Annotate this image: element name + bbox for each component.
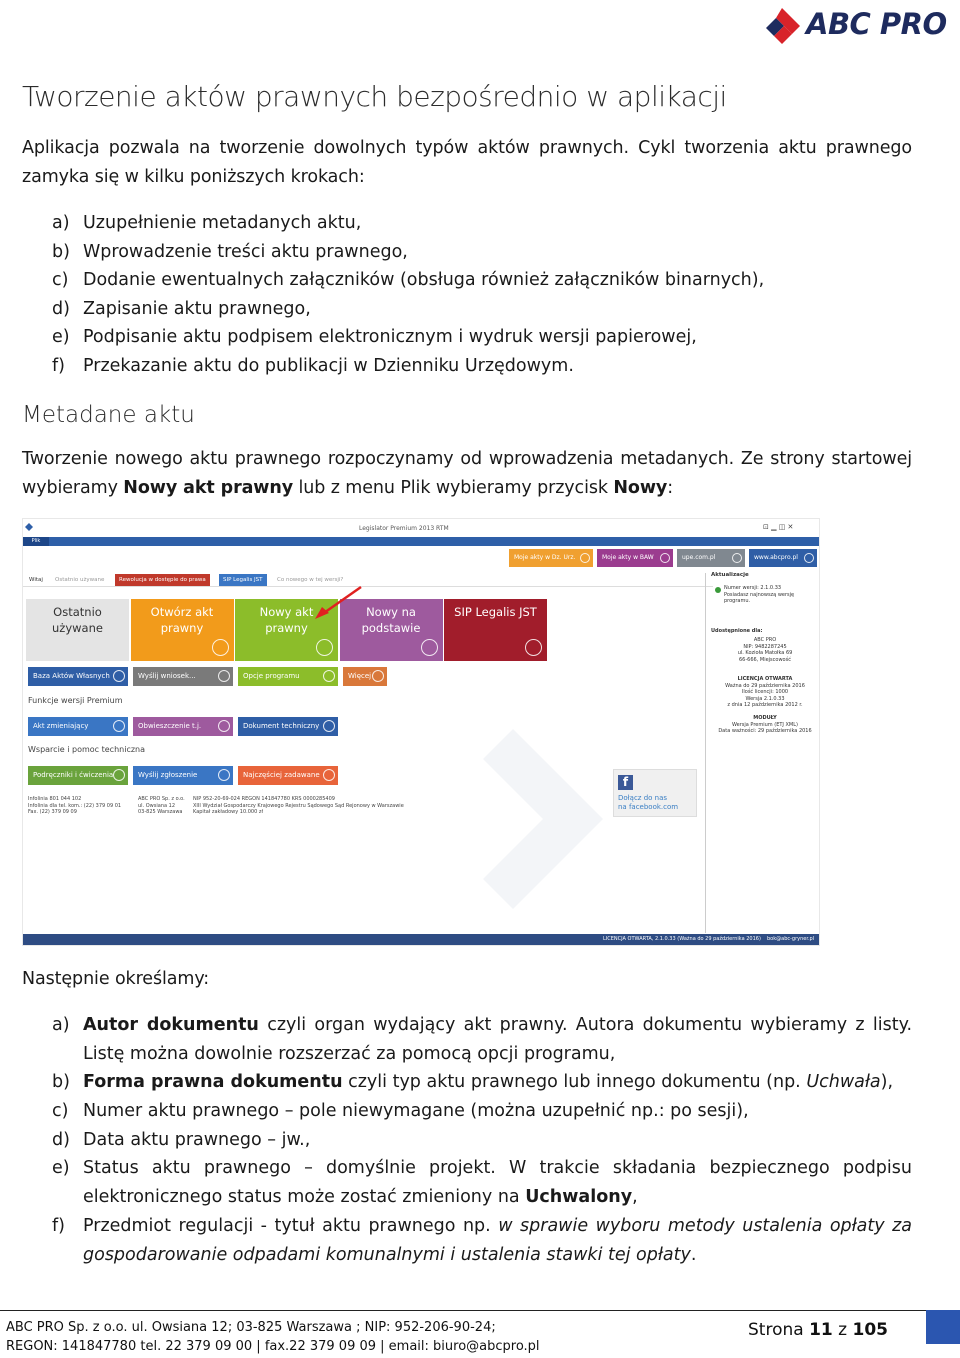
shared-title: Udostępnione dla: [711,628,763,634]
field-bold: Forma prawna dokumentu [83,1072,343,1092]
window-controls[interactable]: ⊡ ▁ ◫ ✕ [763,523,794,531]
step-label: d) [52,298,70,319]
step-label: a) [52,213,70,233]
facebook-icon: f [618,775,633,790]
app-screenshot [22,518,820,946]
field-rest: czyli typ aktu prawnego lub innego dokumentu (np. [342,1072,807,1092]
field-plain: Data aktu prawnego – jw., [83,1130,311,1150]
field-plain: Numer aktu prawnego – pole niewymagane (można uzupełnić np.: po sesji), [83,1101,749,1121]
arrow-right-icon [732,553,742,563]
action-button[interactable] [238,717,338,736]
action-label: Najczęściej zadawane pytania [243,771,320,798]
right-panel-line: LICENCJA OTWARTA [737,676,793,682]
tab-item[interactable]: Rewolucja w dostępie do prawa [115,574,210,586]
page-current: 11 [809,1320,833,1340]
action-label: Obwieszczenie t.j. [138,722,202,730]
arrow-right-icon [113,670,125,682]
step-text: Zapisanie aktu prawnego, [83,298,311,319]
tab-item[interactable]: Ostatnio używane [55,577,105,583]
field-item [52,1011,912,1069]
step-text: Podpisanie aktu podpisem elektronicznym i wydruk wersji papierowej, [83,327,697,348]
action-button[interactable] [238,667,338,686]
intro-paragraph: Aplikacja pozwala na tworzenie dowolnych typów aktów prawnych. Cykl tworzenia aktu prawnego zamyka się w kilku poniższych krokach: [22,138,912,187]
footer-address: ABC PRO Sp. z o.o. ul. Owsiana 12; 03-825 Warszawa ; NIP: 952-206-90-24; [6,1320,496,1335]
field-label: d) [52,1130,70,1150]
step-label: b) [52,241,70,262]
page-title: Tworzenie aktów prawnych bezpośrednio w aplikacji [22,80,727,113]
field-bold: Autor dokumentu [83,1015,259,1035]
field-text [83,1011,912,1069]
right-panel-line: z dnia 12 października 2012 r. [727,702,803,708]
tab-item[interactable]: Co nowego w tej wersji? [277,577,344,583]
tabs-divider [23,586,713,587]
metadata-text-3: : [667,478,673,498]
step-item [52,209,912,238]
metadata-text-1: Tworzenie nowego aktu prawnego rozpoczynamy od wprowadzenia metadanych. Ze strony startowej wybieramy [22,449,912,498]
arrow-right-icon [580,553,590,563]
step-text: Przekazanie aktu do publikacji w Dzienniku Urzędowym. [83,356,574,376]
facebook-line-1: Dołącz do nas [618,794,668,802]
top-link-label: upe.com.pl [682,554,716,561]
right-panel-divider [705,573,706,933]
check-icon [715,587,721,593]
contact-line: Infolinia dla tel. kom.: (22) 379 09 01 [28,802,122,809]
tile-line-1: Nowy akt [259,605,314,619]
tile-line-2: używane [52,621,103,635]
footer-square [926,1310,960,1344]
top-link-label: Moje akty w Dz. Urz. [514,554,576,561]
abc-pro-logo [762,6,958,46]
metadata-bold-new: Nowy [613,478,668,498]
field-end: . [690,1245,697,1265]
action-button[interactable] [28,667,128,686]
arrow-right-icon [218,769,230,781]
field-pre: Przedmiot regulacji - tytuł aktu prawnego np. [83,1216,499,1236]
step-item [52,266,912,295]
tile-button[interactable] [26,599,129,661]
facebook-box[interactable] [613,769,697,817]
top-link-button[interactable] [749,549,817,567]
field-text [83,1126,912,1155]
action-button[interactable] [28,766,128,785]
tile-line-2: podstawie [361,621,421,635]
contact-line: Kapitał zakładowy 10.000 zł [193,809,263,815]
tab-item[interactable]: SIP Legalis JST [219,574,267,586]
red-pointer-arrow-icon [313,585,363,621]
app-window-title: Legislator Premium 2013 RTM [359,525,449,532]
action-button[interactable] [238,766,338,798]
tile-button[interactable] [131,599,234,661]
right-panel-line: NIP: 9482287245 [743,643,787,650]
action-label: Wyślij zgłoszenie [138,771,198,779]
action-button[interactable] [133,667,233,686]
ribbon-bar [23,537,820,546]
arrow-right-icon [113,720,125,732]
right-panel-block [724,585,819,605]
arrow-right-icon [323,720,335,732]
action-label: Wyślij wniosek... [138,672,196,680]
field-text [83,1212,912,1270]
metadata-bold-new-act: Nowy akt prawny [123,478,294,498]
footer-contact: REGON: 141847780 tel. 22 379 09 00 | fax.22 379 09 09 | email: biuro@abcpro.pl [6,1339,540,1354]
contact-line: ABC PRO Sp. z o.o. [138,796,185,802]
top-link-button[interactable] [597,549,673,567]
action-button[interactable] [343,667,387,686]
page-word: Strona [748,1320,804,1340]
step-item [52,352,912,381]
status-license: LICENCJA OTWARTA, 2.1.0.33 (Ważna do 29 października 2016) [603,936,761,942]
field-label: c) [52,1101,69,1121]
contact-block [138,796,185,816]
section-title-metadata: Metadane aktu [22,402,195,428]
top-link-button[interactable] [509,549,593,567]
tile-line-2: prawny [160,621,204,635]
arrow-right-icon [316,639,333,656]
next-title: Następnie określamy: [22,969,210,989]
watermark-chevron-icon [453,729,693,909]
step-text: Uzupełnienie metadanych aktu, [83,213,362,233]
metadata-paragraph [22,445,912,503]
right-panel-block [713,676,817,709]
field-item [52,1126,912,1155]
action-button[interactable] [28,717,128,736]
right-panel-line: ul. Kozioła Matołka 69 [737,650,793,656]
action-label: Więcej [348,672,372,680]
right-panel-line: Wersja Premium (ETJ XML) [732,721,798,728]
status-email: bok@abc-gryner.pl [767,936,815,942]
arrow-right-icon [218,720,230,732]
top-link-label: www.abcpro.pl [754,554,798,561]
field-label: b) [52,1072,70,1092]
top-link-label: Moje akty w BAW [602,554,654,561]
contact-line: Fax. (22) 379 09 09 [28,809,77,815]
field-rest: czyli organ wydający akt prawny. Autora dokumentu wybieramy z listy. Listę można dowolnie rozszerzać za pomocą opcji programu, [83,1015,913,1064]
right-panel-line: ABC PRO [753,637,777,643]
action-button[interactable] [133,766,233,785]
contact-line: ul. Owsiana 12 [138,802,176,809]
right-panel-line: Numer wersji: 2.1.0.33 [724,585,782,591]
arrow-right-icon [212,639,229,656]
arrow-right-icon [421,639,438,656]
field-item [52,1097,912,1126]
step-label: e) [52,327,70,348]
field-item [52,1154,912,1212]
arrow-right-icon [323,670,335,682]
arrow-right-icon [372,670,384,682]
step-label: c) [52,270,69,291]
step-text: Dodanie ewentualnych załączników (obsługa również załączników binarnych), [83,270,765,291]
right-panel-line: Data ważności: 29 października 2016 [718,728,812,734]
contact-line: XIII Wydział Gospodarczy Krajowego Rejestru Sądowego Sąd Rejonowy w Warszawie [193,802,404,809]
menu-file[interactable]: Plik [23,537,49,546]
contact-block [28,796,121,816]
field-item [52,1212,912,1270]
page-sep: z [838,1320,848,1340]
tile-line-1: Otwórz akt [150,605,214,619]
field-text [83,1068,912,1097]
arrow-right-icon [113,769,125,781]
metadata-text-2: lub z menu Plik wybieramy przycisk [293,478,614,498]
right-panel-line: Wersja 2.1.0.33 [745,695,785,702]
step-item [52,238,912,267]
contact-line: 03-825 Warszawa [138,809,183,815]
abc-pro-logo-text: ABC PRO [806,7,947,41]
step-text: Wprowadzenie treści aktu prawnego, [83,241,408,262]
field-italic: Uchwała [806,1072,881,1092]
status-bar [23,934,820,946]
arrow-right-icon [660,553,670,563]
top-link-button[interactable] [677,549,745,567]
arrow-right-icon [323,769,335,781]
field-bold: Uchwalony [525,1187,633,1207]
section-support: Wsparcie i pomoc techniczna [28,745,146,754]
contact-line: Infolinia 801 044 102 [28,796,82,802]
field-end: , [632,1187,638,1207]
arrow-right-icon [525,639,542,656]
field-label: a) [52,1015,70,1035]
tab-item[interactable]: Witaj [29,577,43,583]
updates-title: Aktualizacje [711,572,749,578]
tile-line-1: Nowy na [366,605,416,619]
action-button[interactable] [133,717,233,736]
contact-line: NIP 952-20-69-024 REGON 141847780 KRS 0000285409 [193,796,335,802]
contact-block [193,796,404,816]
field-pre: Status aktu prawnego – domyślnie projekt. W trakcie składania bezpiecznego podpisu elektronicznego status może zostać zmieniony na [83,1158,912,1207]
page-number [748,1320,888,1340]
app-logo-icon [25,523,33,531]
field-italic: w sprawie wyboru metody ustalenia opłaty za gospodarowanie odpadami komunalnymi i ustalenia stawki tej opłaty [83,1216,913,1265]
right-panel-block [713,637,817,663]
action-label: Baza Aktów Własnych [33,672,110,680]
tile-line-1: Ostatnio [53,605,102,619]
tile-line-1: SIP Legalis JST [454,605,537,619]
field-text [83,1154,912,1212]
action-label: Akt zmieniający [33,722,89,730]
arrow-right-icon [218,670,230,682]
footer-divider [0,1310,926,1311]
step-item [52,295,912,324]
tile-button[interactable] [444,599,547,661]
action-label: Dokument techniczny [243,722,320,730]
section-premium: Funkcje wersji Premium [28,696,123,705]
facebook-line-2: na facebook.com [618,803,679,811]
field-label: e) [52,1158,70,1178]
step-item [52,323,912,352]
step-label: f) [52,356,65,376]
arrow-right-icon [804,553,814,563]
facebook-text [618,794,678,812]
abc-pro-logo-mark-icon [762,6,806,46]
right-panel-line: 66-666, Miejscowość [739,656,791,663]
field-text [83,1097,912,1126]
field-end: ), [880,1072,894,1092]
right-panel-block [713,715,817,735]
action-label: Opcje programu [243,672,300,680]
right-panel-line: Posiadasz najnowszą wersję programu. [724,591,795,604]
tile-line-2: prawny [265,621,308,635]
page-total: 105 [852,1320,888,1340]
field-label: f) [52,1216,65,1236]
right-panel-line: Ilość licencji: 1000 [741,689,789,695]
action-label: Podręczniki i ćwiczenia [33,771,114,779]
right-panel-line: Ważna do 29 października 2016 [725,682,805,689]
field-item [52,1068,912,1097]
right-panel-line: MODUŁY [753,715,777,721]
